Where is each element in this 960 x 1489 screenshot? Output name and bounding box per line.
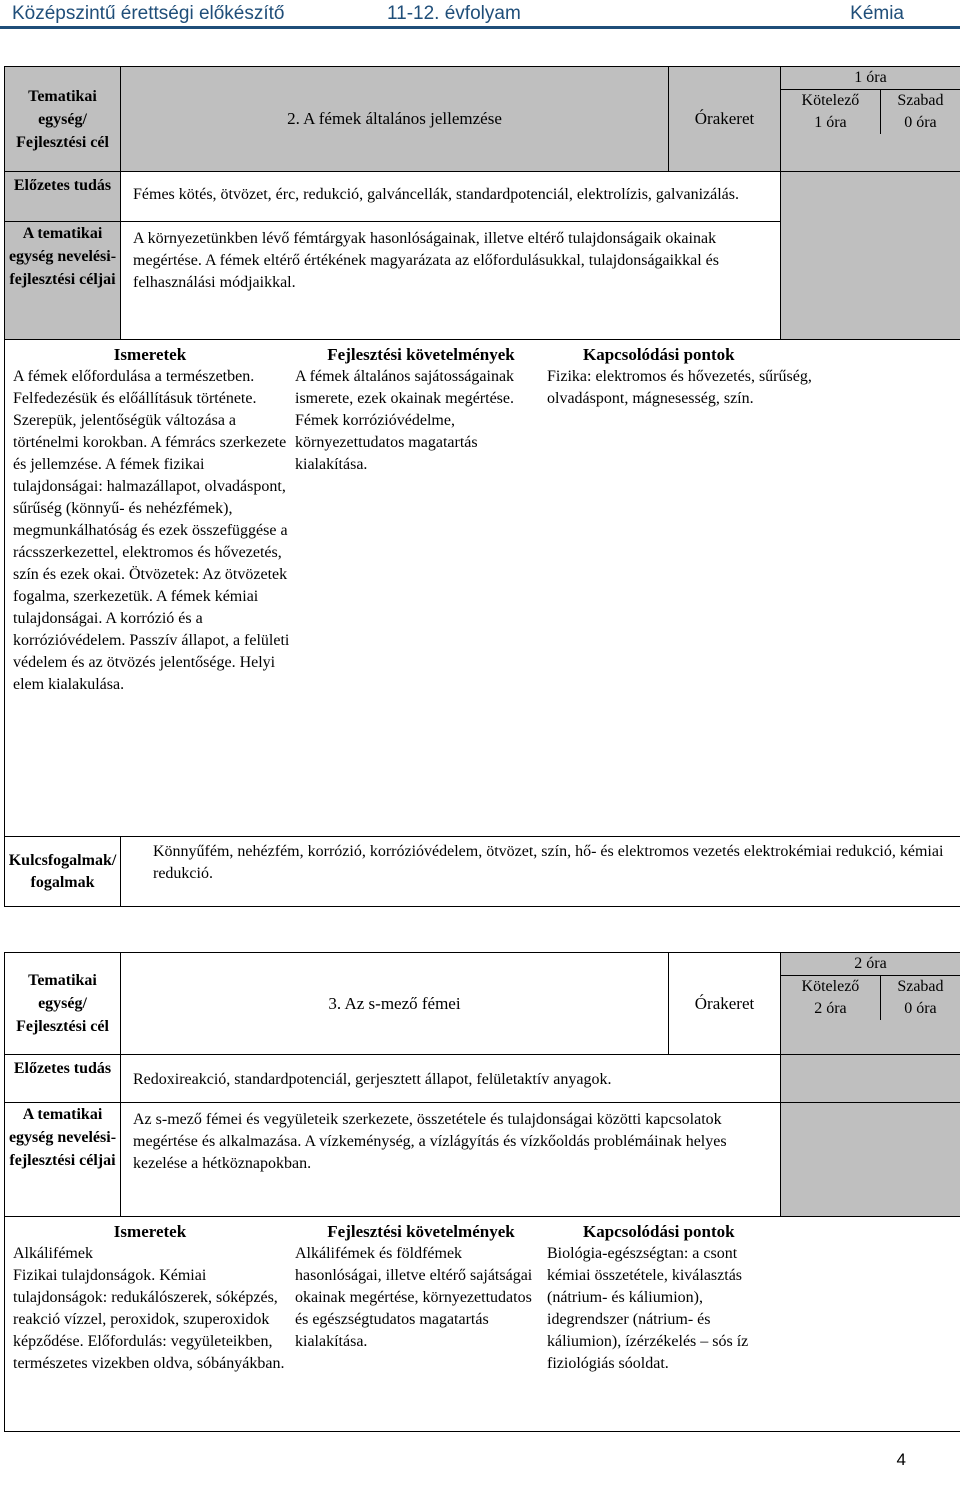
szabad-value: 0 óra [904, 1000, 937, 1017]
prior-label: Előzetes tudás [5, 172, 121, 222]
kotelezo-label: Kötelező [781, 90, 880, 113]
header-rule [0, 26, 960, 29]
ismeretek-text: A fémek előfordulása a természetben. Felfedezésük és előállításuk története. Szerepük, jelentőségük változása a történelmi korokban. A fémrács szerkezete és jellemzése. A fémek fizikai tulajdonságai: halmazállapot, olvadáspont, sűrűség (könnyű- és nehézfémek), megmunkálhatóság és ezek összefüggése a rácsszerkezettel, elektromos és hővezetés, szín és ezek okai. Ötvözetek: Az ötvözetek fogalma, szerkezetük. A fémek kémiai tulajdonságai. A korrózió és a korrózióvédelem. Passzív állapot, a felületi védelem és az ötvözés jelentősége. Helyi elem kialakulása. [13, 368, 290, 693]
blank-shaded [781, 1103, 960, 1217]
fejlesztesi-text: A fémek általános sajátosságainak ismerete, ezek okainak megértése. Fémek korrózióvédelme, környezettudatos magatartás kialakítása. [295, 368, 515, 473]
goals-text: Az s-mező fémei és vegyületeik szerkezete, összetétele és tulajdonságai közötti kapcsolatok megértése és alkalmazása. A vízkeménység, a vízlágyítás és vízkőoldás problémáinak helyes kezelése a hétköznapokban. [121, 1103, 781, 1217]
unit-title: 3. Az s-mező fémei [121, 953, 669, 1055]
col-fejlesztesi: Fejlesztési követelmények [327, 345, 515, 364]
hours-cell [781, 67, 960, 172]
hours-total: 2 óra [781, 953, 960, 976]
ismeretek-text: Alkálifémek Fizikai tulajdonságok. Kémiai tulajdonságok: redukálószerek, sóképzés, reakció vízzel, peroxidok, szuperoxidok képződése. Előfordulás: vegyületeikben, természetes vizekben oldva, sóbányákban. [13, 1245, 285, 1372]
szabad-value: 0 óra [904, 114, 937, 131]
blank-shaded [781, 172, 960, 340]
col-ismeretek: Ismeretek [113, 1222, 187, 1241]
content-cell [5, 340, 960, 837]
kotelezo-value: 1 óra [781, 112, 880, 134]
goals-text: A környezetünkben lévő fémtárgyak hasonlóságainak, illetve eltérő tulajdonságaik okainak megértése. A fémek eltérő értékének magyarázata az előfordulásukkal, tulajdonságaikkal és felhasználási módjaikkal. [121, 222, 781, 340]
header-right: Kémia [850, 3, 904, 24]
thematic-label: Tematikai egység/ Fejlesztési cél [5, 67, 121, 172]
hours-total: 1 óra [781, 67, 960, 90]
hours-cell [781, 953, 960, 1055]
header-left: Középszintű érettségi előkészítő [12, 3, 285, 24]
col-kapcsolodasi: Kapcsolódási pontok [583, 345, 735, 364]
unit-title: 2. A fémek általános jellemzése [121, 67, 669, 172]
goals-label: A tematikai egység nevelési-fejlesztési céljai [5, 222, 121, 340]
blank-shaded [781, 1055, 960, 1103]
kulcs-label: Kulcsfogalmak/ fogalmak [5, 837, 121, 907]
page-header [0, 0, 960, 28]
prior-text: Fémes kötés, ötvözet, érc, redukció, galváncellák, standardpotenciál, elektrolízis, galvanizálás. [121, 172, 781, 222]
szabad-label: Szabad [897, 978, 944, 995]
col-ismeretek: Ismeretek [113, 345, 187, 364]
unit-table-2 [4, 952, 960, 1432]
header-middle: 11-12. évfolyam [387, 3, 521, 24]
content-cell [5, 1217, 960, 1432]
prior-label: Előzetes tudás [5, 1055, 121, 1103]
unit-table-1 [4, 66, 960, 907]
szabad-label: Szabad [897, 92, 944, 109]
orakeret-label: Órakeret [669, 953, 781, 1055]
kotelezo-value: 2 óra [781, 998, 880, 1020]
col-kapcsolodasi: Kapcsolódási pontok [583, 1222, 735, 1241]
kotelezo-label: Kötelező [781, 976, 880, 999]
kapcsolodasi-text: Biológia-egészségtan: a csont kémiai összetétele, kiválasztás (nátrium- és káliumion), idegrendszer (nátrium- és káliumion), ízérzékelés – sós íz fiziológiás sóoldat. [547, 1245, 749, 1372]
col-fejlesztesi: Fejlesztési követelmények [327, 1222, 515, 1241]
goals-label: A tematikai egység nevelési-fejlesztési céljai [5, 1103, 121, 1217]
kulcs-text: Könnyűfém, nehézfém, korrózió, korrózióvédelem, ötvözet, szín, hő- és elektromos vezetés elektrokémiai redukció, kémiai redukció. [121, 837, 960, 907]
page-number: 4 [896, 1450, 906, 1469]
fejlesztesi-text: Alkálifémek és földfémek hasonlóságai, illetve eltérő sajátságai okainak megértése, környezettudatos és egészségtudatos magatartás kialakítása. [295, 1245, 533, 1350]
orakeret-label: Órakeret [669, 67, 781, 172]
prior-text: Redoxireakció, standardpotenciál, gerjesztett állapot, felületaktív anyagok. [121, 1055, 781, 1103]
thematic-label: Tematikai egység/ Fejlesztési cél [5, 953, 121, 1055]
kapcsolodasi-text: Fizika: elektromos és hővezetés, sűrűség, olvadáspont, mágnesesség, szín. [547, 368, 812, 407]
